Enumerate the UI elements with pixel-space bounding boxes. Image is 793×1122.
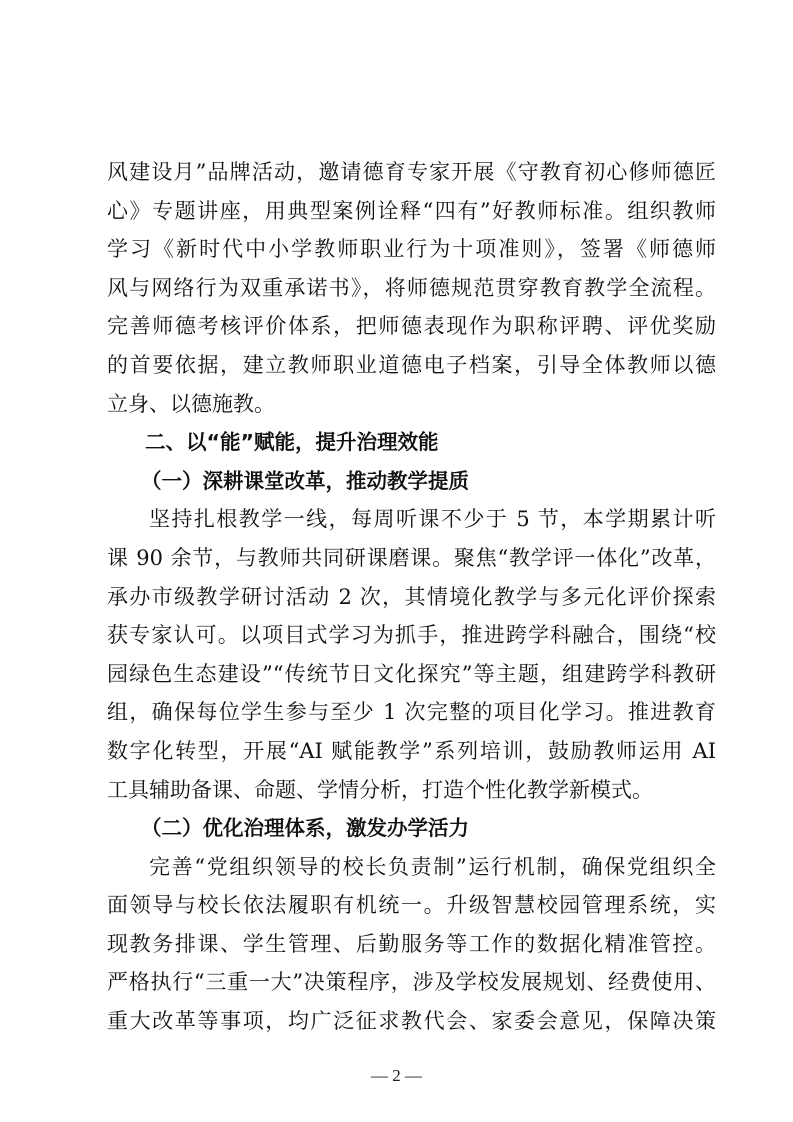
paragraph-line: 风建设月”品牌活动，邀请德育专家开展《守教育初心修师德匠 (107, 160, 716, 184)
paragraph-line: 学习《新时代中小学教师职业行为十项准则》，签署《师德师 (107, 237, 716, 262)
paragraph-line: 完善“党组织领导的校长负责制”运行机制，确保党组织全 (149, 854, 716, 879)
section-heading: 二、以“能”赋能，提升治理效能 (145, 430, 439, 455)
paragraph-line: 承办市级教学研讨活动 2 次，其情境化教学与多元化评价探索 (107, 584, 716, 609)
subsection-heading: （二）优化治理体系，激发办学活力 (141, 816, 469, 841)
paragraph-line: 园绿色生态建设”“传统节日文化探究”等主题，组建跨学科教研 (107, 661, 716, 686)
paragraph-line: 获专家认可。以项目式学习为抓手，推进跨学科融合，围绕“校 (107, 623, 716, 648)
paragraph-line: 立身、以德施教。 (107, 391, 275, 416)
paragraph-line: 重大改革等事项，均广泛征求教代会、家委会意见，保障决策 (107, 1009, 716, 1034)
paragraph-line: 的首要依据，建立教师职业道德电子档案，引导全体教师以德 (107, 352, 716, 377)
subsection-heading: （一）深耕课堂改革，推动教学提质 (141, 468, 469, 493)
paragraph-line: 课 90 余节，与教师共同研课磨课。聚焦“教学评一体化”改革， (107, 545, 716, 570)
paragraph-line: 面领导与校长依法履职有机统一。升级智慧校园管理系统，实 (107, 893, 716, 918)
paragraph-line: 组，确保每位学生参与至少 1 次完整的项目化学习。推进教育 (107, 700, 716, 725)
paragraph-line: 心》专题讲座，用典型案例诠释“四有”好教师标准。组织教师 (107, 198, 716, 223)
page-number: — 2 — (371, 1066, 422, 1085)
paragraph-line: 现教务排课、学生管理、后勤服务等工作的数据化精准管控。 (107, 931, 716, 956)
paragraph-line: 数字化转型，开展“AI 赋能教学”系列培训，鼓励教师运用 AI (107, 738, 716, 763)
paragraph-line: 完善师德考核评价体系，把师德表现作为职称评聘、评优奖励 (107, 314, 716, 339)
paragraph-line: 严格执行“三重一大”决策程序，涉及学校发展规划、经费使用、 (107, 970, 716, 995)
paragraph-line: 坚持扎根教学一线，每周听课不少于 5 节，本学期累计听 (149, 507, 716, 532)
document-body (107, 153, 716, 1041)
paragraph-line: 工具辅助备课、命题、学情分析，打造个性化教学新模式。 (107, 777, 653, 802)
paragraph-line: 风与网络行为双重承诺书》，将师德规范贯穿教育教学全流程。 (107, 275, 716, 300)
